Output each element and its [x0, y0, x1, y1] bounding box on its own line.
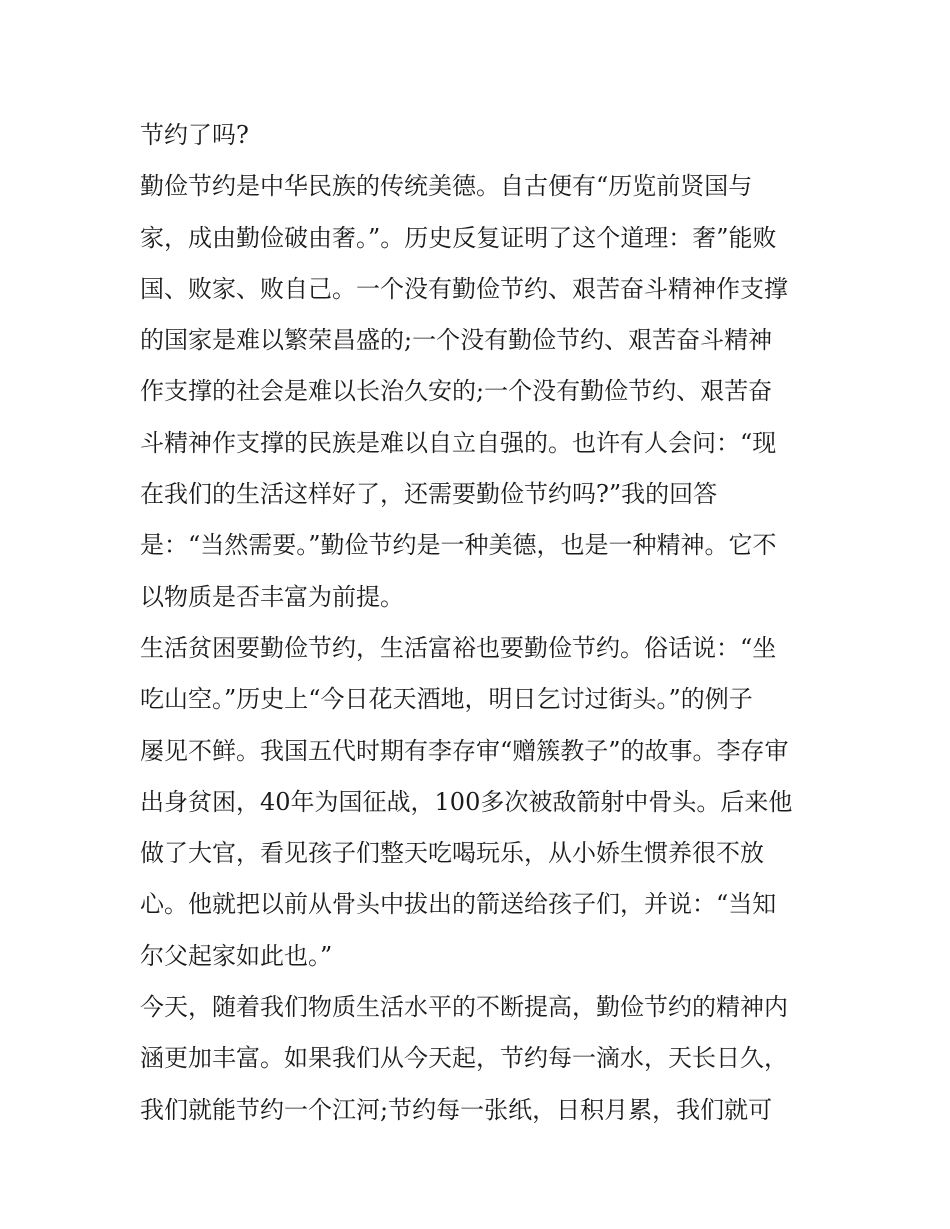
text-line: 出身贫困，40年为国征战，100多次被敌箭射中骨头。后来他: [140, 787, 793, 816]
text-line: 生活贫困要勤俭节约，生活富裕也要勤俭节约。俗话说：“坐: [140, 633, 777, 662]
text-line: 是：“当然需要。”勤俭节约是一种美德，也是一种精神。它不: [140, 531, 777, 560]
text-line: 心。他就把以前从骨头中拔出的箭送给孩子们，并说：“当知: [140, 890, 777, 919]
text-line: 我们就能节约一个江河;节约每一张纸，日积月累，我们就可: [140, 1095, 773, 1124]
text-line: 屡见不鲜。我国五代时期有李存审“赠簇教子”的故事。李存审: [140, 736, 789, 765]
text-line: 作支撑的社会是难以长治久安的;一个没有勤俭节约、艰苦奋: [140, 377, 773, 406]
text-line: 今天，随着我们物质生活水平的不断提高，勤俭节约的精神内: [140, 993, 788, 1022]
text-line: 斗精神作支撑的民族是难以自立自强的。也许有人会问：“现: [140, 428, 777, 457]
text-line: 勤俭节约是中华民族的传统美德。自古便有“历览前贤国与: [140, 172, 753, 201]
text-line: 国、败家、败自己。一个没有勤俭节约、艰苦奋斗精神作支撑: [140, 274, 788, 303]
text-line: 家，成由勤俭破由奢。”。历史反复证明了这个道理：奢”能败: [140, 223, 777, 252]
text-line: 节约了吗?: [140, 121, 249, 149]
text-line: 做了大官，看见孩子们整天吃喝玩乐，从小娇生惯养很不放: [140, 839, 764, 868]
body-text: [140, 110, 820, 1136]
text-line: 在我们的生活这样好了，还需要勤俭节约吗?”我的回答: [140, 480, 718, 509]
text-line: 尔父起家如此也。”: [140, 941, 333, 970]
text-line: 以物质是否丰富为前提。: [140, 582, 404, 611]
text-line: 吃山空。”历史上“今日花天酒地，明日乞讨过街头。”的例子: [140, 685, 753, 714]
text-line: 的国家是难以繁荣昌盛的;一个没有勤俭节约、艰苦奋斗精神: [140, 326, 773, 355]
text-line: 涵更加丰富。如果我们从今天起，节约每一滴水，天长日久，: [140, 1044, 788, 1073]
